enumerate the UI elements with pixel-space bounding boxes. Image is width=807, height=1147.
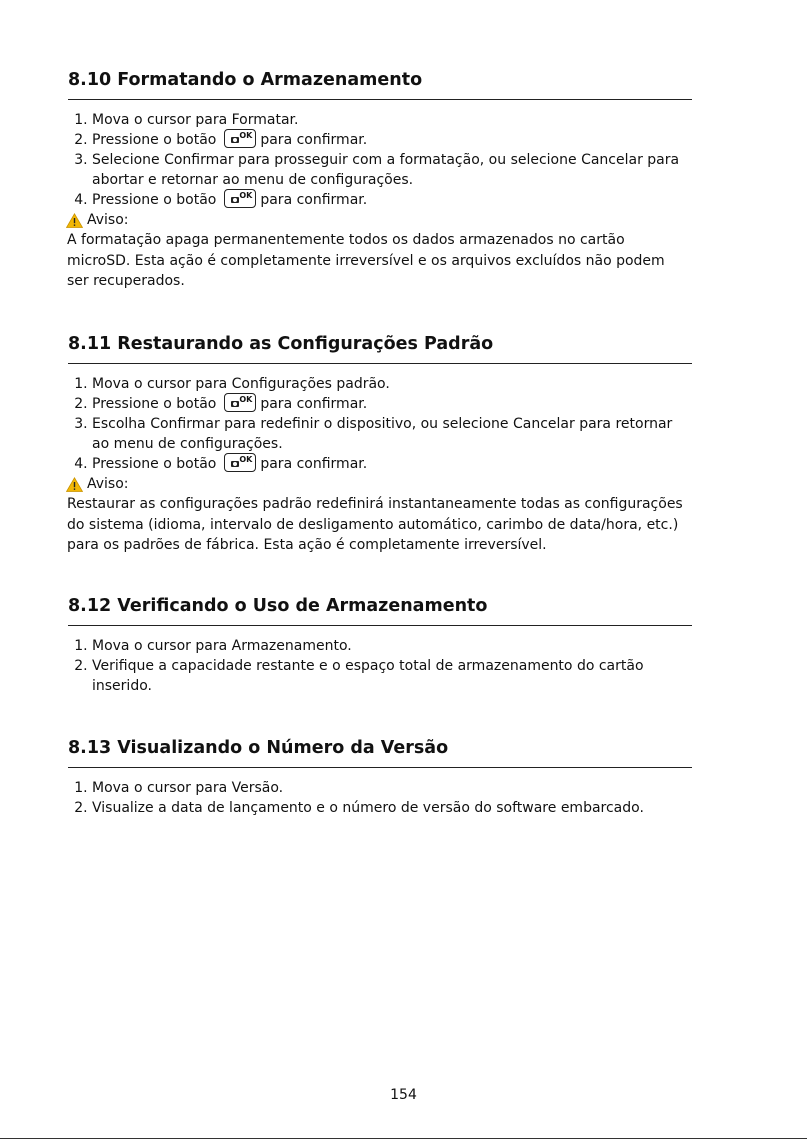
step-text: Escolha Confirmar para redefinir o dispositivo, ou selecione Cancelar para retornar ao menu de configurações. — [92, 416, 673, 452]
section-title: 8.13 Visualizando o Número da Versão — [68, 737, 692, 768]
warning-label: Aviso: — [87, 476, 129, 492]
section-title: 8.12 Verificando o Uso de Armazenamento — [68, 595, 692, 626]
step-text: Mova o cursor para Formatar. — [92, 112, 299, 128]
step-text: Pressione o botão — [92, 396, 217, 412]
warning-text: Restaurar as configurações padrão redefinirá instantaneamente todas as configurações do sistema (idioma, intervalo de desligamento automático, carimbo de data/hora, etc.) para os padrões de fábrica. Esta ação é completamente irreversível. — [67, 496, 683, 553]
step-item — [92, 778, 692, 798]
step-item — [92, 394, 692, 414]
steps-list — [68, 778, 692, 818]
step-text: Mova o cursor para Versão. — [92, 780, 284, 796]
ok-camera-button-icon: OK — [224, 129, 256, 148]
warning-heading — [66, 474, 692, 494]
ok-camera-button-icon: OK — [224, 189, 256, 208]
steps-list — [68, 374, 692, 474]
step-item — [92, 656, 692, 696]
step-text: Verifique a capacidade restante e o espaço total de armazenamento do cartão inserido. — [92, 658, 644, 694]
page-number: 154 — [390, 1087, 417, 1103]
step-text: para confirmar. — [260, 132, 368, 148]
section-restore-defaults — [68, 333, 692, 556]
step-item — [92, 798, 692, 818]
step-item — [92, 374, 692, 394]
warning-label: Aviso: — [87, 212, 129, 228]
steps-list — [68, 636, 692, 696]
step-text: Mova o cursor para Armazenamento. — [92, 638, 352, 654]
step-item — [92, 130, 692, 150]
warning-triangle-icon — [66, 477, 83, 492]
step-item — [92, 150, 692, 190]
ok-camera-button-icon: OK — [224, 393, 256, 412]
section-title: 8.11 Restaurando as Configurações Padrão — [68, 333, 692, 364]
step-text: Visualize a data de lançamento e o número de versão do software embarcado. — [92, 800, 644, 816]
step-text: para confirmar. — [260, 192, 368, 208]
steps-list — [68, 110, 692, 210]
step-text: Mova o cursor para Configurações padrão. — [92, 376, 390, 392]
step-item — [92, 454, 692, 474]
step-text: Pressione o botão — [92, 456, 217, 472]
step-text: para confirmar. — [260, 456, 368, 472]
bottom-divider — [0, 1138, 807, 1139]
step-item — [92, 110, 692, 130]
section-title: 8.10 Formatando o Armazenamento — [68, 69, 692, 100]
step-item — [92, 636, 692, 656]
step-text: Pressione o botão — [92, 132, 217, 148]
step-item — [92, 190, 692, 210]
section-formatting — [68, 69, 692, 292]
warning-heading — [66, 210, 692, 230]
step-item — [92, 414, 692, 454]
section-version-number — [68, 737, 692, 818]
step-text: para confirmar. — [260, 396, 368, 412]
warning-text: A formatação apaga permanentemente todos os dados armazenados no cartão microSD. Esta ação é completamente irreversível e os arquivos excluídos não podem ser recuperados. — [67, 232, 665, 289]
step-text: Selecione Confirmar para prosseguir com a formatação, ou selecione Cancelar para abortar e retornar ao menu de configurações. — [92, 152, 680, 188]
section-storage-usage — [68, 595, 692, 696]
step-text: Pressione o botão — [92, 192, 217, 208]
ok-camera-button-icon: OK — [224, 453, 256, 472]
warning-triangle-icon — [66, 213, 83, 228]
